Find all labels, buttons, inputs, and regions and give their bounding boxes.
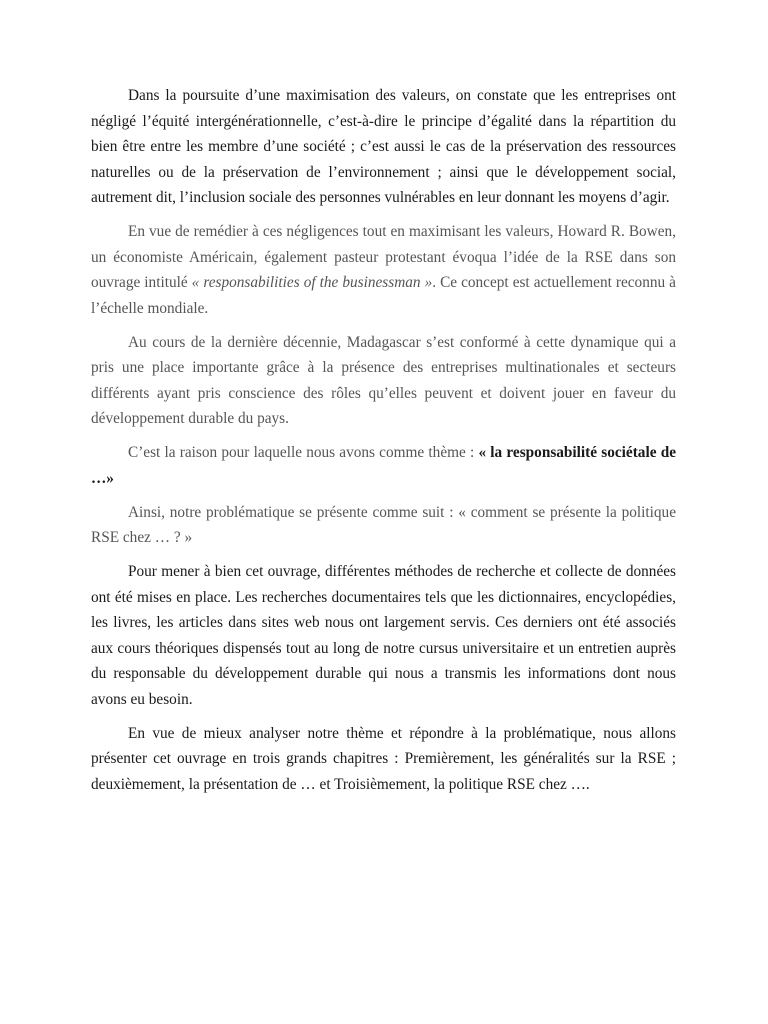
paragraph-bowen — [91, 219, 676, 321]
paragraph-methodology: Pour mener à bien cet ouvrage, différentes méthodes de recherche et collecte de données ont été mises en place. Les recherches documentaires tels que les dictionnaires, encyclopédies, les livres, les articles dans sites web nous ont largement servis. Ces derniers ont été associés aux cours théoriques dispensés tout au long de notre cursus universitaire et un entretien auprès du responsable du développement durable qui nous a transmis les informations dont nous avons eu besoin. — [91, 563, 676, 708]
paragraph-bowen-text: En vue de remédier à ces négligences tout en maximisant les valeurs, Howard R. Bowen, un économiste Américain, également pasteur protestant évoqua l’idée de la RSE dans son ouvrage intitulé — [91, 223, 676, 291]
paragraph-bowen-end: . Ce concept est actuellement reconnu à l’échelle mondiale. — [91, 274, 676, 317]
paragraph-plan: En vue de mieux analyser notre thème et répondre à la problématique, nous allons présenter cet ouvrage en trois grands chapitres : Premièrement, les généralités sur la RSE ; deuxièmement, la présentation de … et Troisièmement, la politique RSE chez …. — [91, 724, 676, 793]
paragraph-introduction: Dans la poursuite d’une maximisation des valeurs, on constate que les entreprises ont négligé l’équité intergénérationnelle, c’est-à-dire le principe d’égalité dans la répartition du bien être entre les membre d’une société ; c’est aussi le cas de la préservation des ressources naturelles ou de la préservation de l’environnement ; ainsi que le développement social, autrement dit, l’inclusion sociale des personnes vulnérables en leur donnant les moyens d’agir. — [91, 87, 676, 206]
theme-title: « la responsabilité sociétale de …» — [91, 444, 676, 487]
document-body — [91, 83, 676, 806]
paragraph-theme-text: C’est la raison pour laquelle nous avons comme thème : — [128, 444, 479, 461]
paragraph-madagascar: Au cours de la dernière décennie, Madagascar s’est conformé à cette dynamique qui a pris une place importante grâce à la présence des entreprises multinationales et secteurs différents ayant pris conscience des rôles qu’elles peuvent et doivent jouer en faveur du développement durable du pays. — [91, 333, 676, 427]
paragraph-theme — [91, 440, 676, 491]
paragraph-problematique: Ainsi, notre problématique se présente comme suit : « comment se présente la politique RSE chez … ? » — [91, 503, 676, 546]
book-title: « responsabilities of the businessman » — [191, 274, 433, 291]
